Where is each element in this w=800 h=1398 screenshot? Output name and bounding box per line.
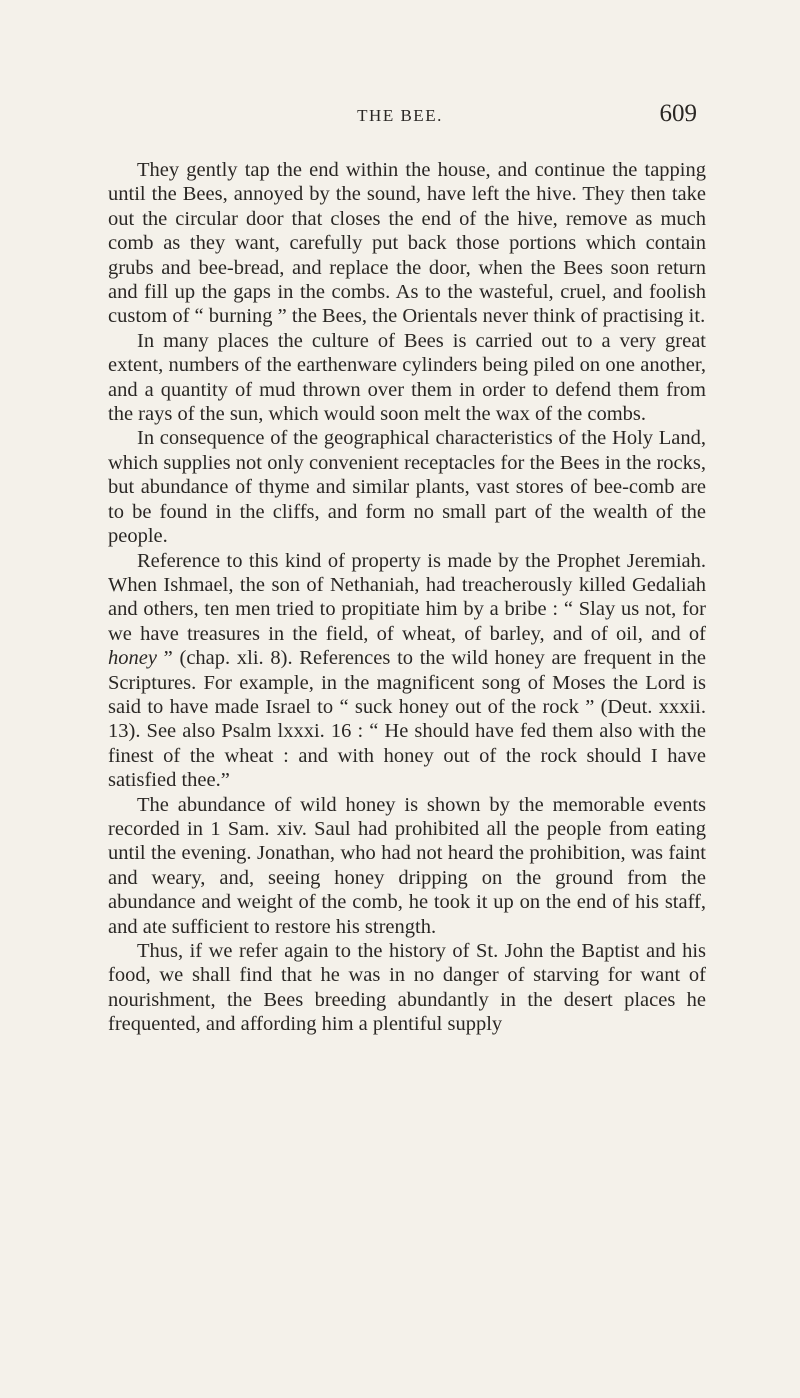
paragraph-john-the-baptist: Thus, if we refer again to the history of St. John the Baptist and his food, we shall find that he was in no danger of starving for want of nourishment, the Bees breeding abundantly in the desert places he frequented, and affording him a plentiful supply bbox=[108, 940, 706, 1036]
paragraph-jeremiah-reference bbox=[108, 549, 706, 793]
body-text bbox=[108, 158, 706, 1037]
paragraph-culture-of-bees: In many places the culture of Bees is carried out to a very great extent, numbers of the earthenware cylinders being piled on one another, and a quantity of mud thrown over them in order to defend them from the rays of the sun, which would soon melt the wax of the combs. bbox=[108, 329, 706, 426]
paragraph-hive-tapping: They gently tap the end within the house, and continue the tapping until the Bees, annoyed by the sound, have left the hive. They then take out the circular door that closes the end of the hive, remove as much comb as they want, carefully put back those portions which contain grubs and bee-bread, and replace the door, when the Bees soon return and fill up the gaps in the combs. As to the wasteful, cruel, and foolish custom of “ burning ” the Bees, the Orientals never think of practising it. bbox=[108, 159, 706, 328]
emphasis-honey: honey bbox=[108, 647, 157, 670]
paragraph-holy-land: In consequence of the geographical characteristics of the Holy Land, which supplies not only convenient receptacles for the Bees in the rocks, but abundance of thyme and similar plants, vast stores of bee-comb are to be found in the cliffs, and form no small part of the wealth of the people. bbox=[108, 427, 706, 548]
paragraph-jonathan: The abundance of wild honey is shown by the memorable events recorded in 1 Sam. xiv. Saul had prohibited all the people from eating until the evening. Jonathan, who had not heard the prohibition, was faint and weary, and, seeing honey dripping on the ground from the abundance and weight of the comb, he took it up on the end of his staff, and ate sufficient to restore his strength. bbox=[108, 793, 706, 938]
running-title: THE BEE. bbox=[357, 106, 443, 125]
paragraph-text-after: ” (chap. xli. 8). References to the wild honey are frequent in the Scriptures. For example, in the magnificent song of Moses the Lord is said to have made Israel to “ suck honey out of the rock ” (Deut. xxxii. 13). See also Psalm lxxxi. 16 : “ He should have fed them also with the finest of the wheat : and with honey out of the rock should I have satisfied thee.” bbox=[108, 647, 706, 792]
page-number: 609 bbox=[659, 100, 697, 127]
paragraph-text-before: Reference to this kind of property is made by the Prophet Jeremiah. When Ishmael, the son of Nethaniah, had treacherously killed Gedaliah and others, ten men tried to propitiate him by a bribe : “ Slay us not, for we have treasures in the field, of wheat, of barley, and of oil, and of bbox=[108, 549, 706, 645]
page-header bbox=[0, 88, 800, 128]
